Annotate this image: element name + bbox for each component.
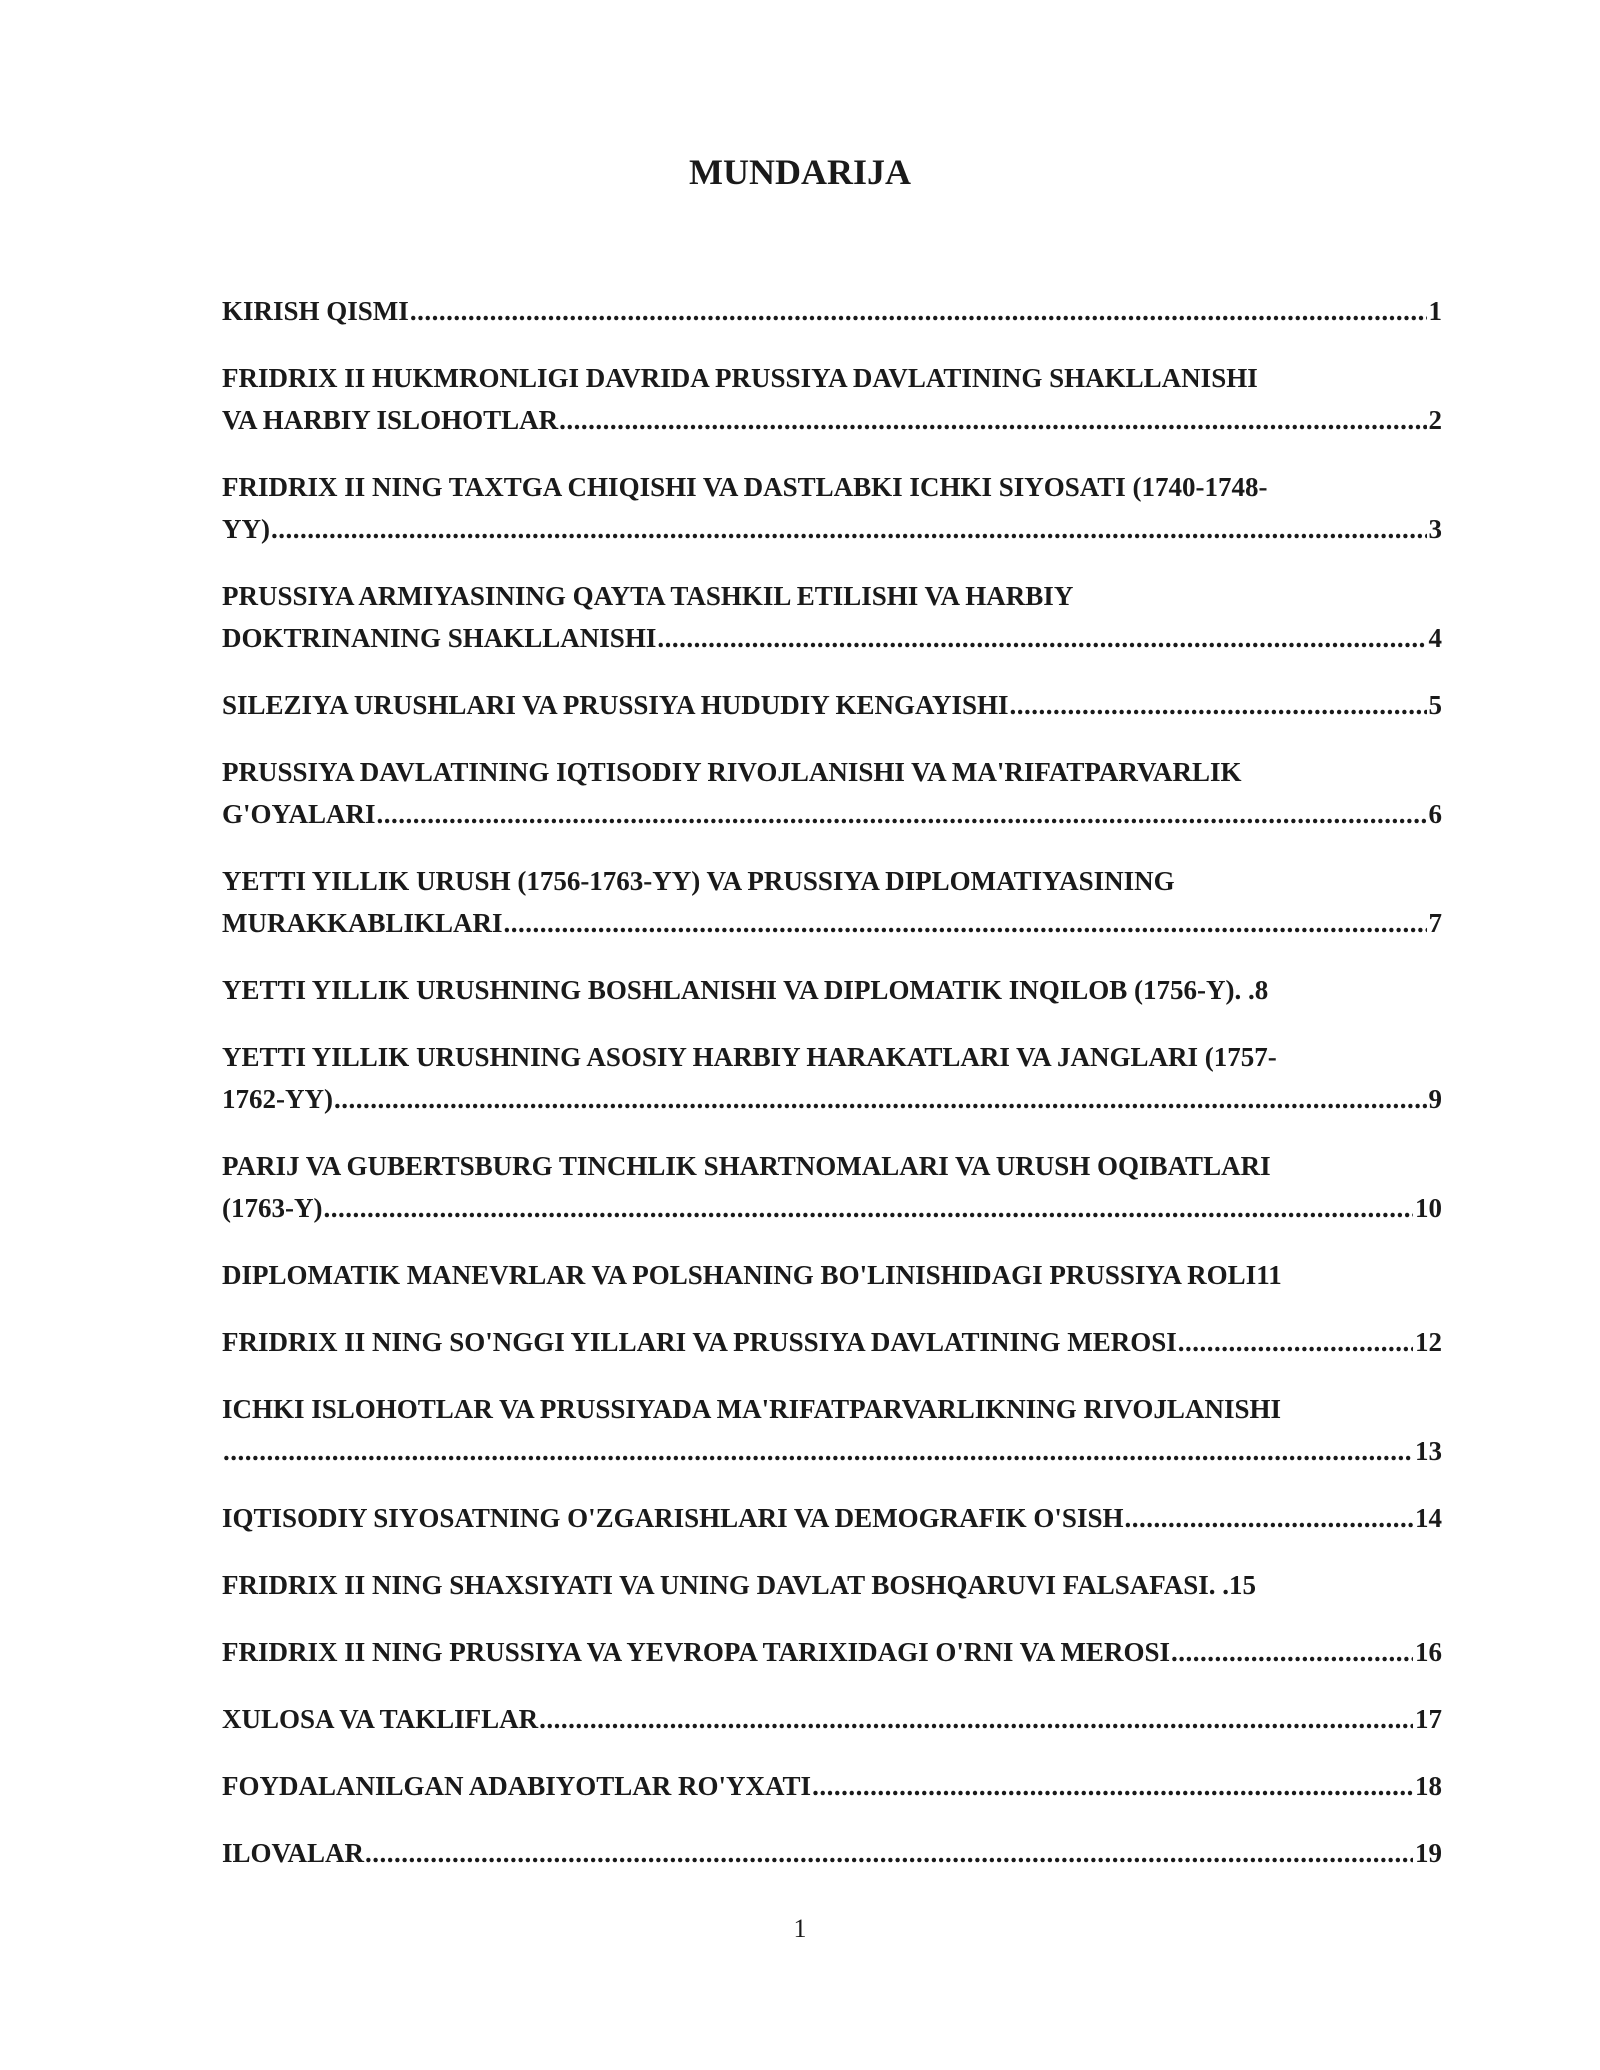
table-of-contents: [222, 290, 1472, 1899]
toc-entry[interactable]: [222, 684, 1442, 726]
toc-entry[interactable]: [222, 1631, 1442, 1673]
toc-entry-title: FRIDRIX II NING SO'NGGI YILLARI VA PRUSSIYA DAVLATINING MEROSI: [222, 1327, 1177, 1357]
toc-entry-title: ILOVALAR: [222, 1838, 365, 1868]
dot-leader: [504, 902, 1427, 944]
toc-entry[interactable]: [222, 969, 1442, 1011]
toc-page-number: 6: [1428, 799, 1442, 829]
toc-entry-title-line2: VA HARBIY ISLOHOTLAR: [222, 405, 559, 435]
toc-entry-title-line2: MURAKKABLIKLARI: [222, 908, 503, 938]
toc-page-number: 7: [1428, 908, 1442, 938]
toc-page-number: 8: [1254, 975, 1269, 1005]
toc-entry[interactable]: [222, 1321, 1442, 1363]
toc-entry-title-line2: DOKTRINANING SHAKLLANISHI: [222, 623, 657, 653]
dot-leader: [410, 290, 1427, 332]
toc-entry[interactable]: [222, 1388, 1442, 1472]
toc-entry-title: XULOSA VA TAKLIFLAR: [222, 1704, 539, 1734]
toc-entry[interactable]: [222, 1036, 1442, 1120]
dot-leader: [539, 1698, 1413, 1740]
page-number: 1: [793, 1914, 807, 1943]
dot-leader: [812, 1765, 1413, 1807]
dot-leader: [271, 508, 1427, 550]
toc-entry-title-line2: YY): [222, 514, 270, 544]
toc-entry[interactable]: [222, 751, 1442, 835]
dot-leader: [1010, 684, 1427, 726]
toc-page-number: 17: [1415, 1704, 1442, 1734]
toc-entry-title-line2: (1763-Y): [222, 1193, 323, 1223]
toc-entry-title: IQTISODIY SIYOSATNING O'ZGARISHLARI VA DEMOGRAFIK O'SISH: [222, 1503, 1124, 1533]
toc-entry[interactable]: [222, 1698, 1442, 1740]
toc-entry[interactable]: [222, 290, 1442, 332]
toc-entry-title-line1: FRIDRIX II HUKMRONLIGI DAVRIDA PRUSSIYA DAVLATINING SHAKLLANISHI: [222, 363, 1258, 393]
toc-page-number: 3: [1428, 514, 1442, 544]
toc-entry-title: FRIDRIX II NING PRUSSIYA VA YEVROPA TARIXIDAGI O'RNI VA MEROSI: [222, 1637, 1170, 1667]
toc-entry[interactable]: [222, 357, 1442, 441]
toc-page-number: 18: [1415, 1771, 1442, 1801]
dot-leader: [365, 1832, 1413, 1874]
toc-entry[interactable]: [222, 1832, 1442, 1874]
toc-entry[interactable]: [222, 1497, 1442, 1539]
toc-entry[interactable]: [222, 1765, 1442, 1807]
dot-leader: [223, 1430, 1413, 1472]
dot-leader: [377, 793, 1427, 835]
toc-page-number: 1: [1428, 296, 1442, 326]
toc-entry-title-line1: FRIDRIX II NING TAXTGA CHIQISHI VA DASTLABKI ICHKI SIYOSATI (1740-1748-: [222, 472, 1268, 502]
toc-entry-title: SILEZIYA URUSHLARI VA PRUSSIYA HUDUDIY KENGAYISHI: [222, 690, 1009, 720]
dot-leader: [559, 399, 1426, 441]
toc-page-number: 12: [1415, 1327, 1442, 1357]
toc-page-number: 16: [1415, 1637, 1442, 1667]
toc-entry-title-line1: ICHKI ISLOHOTLAR VA PRUSSIYADA MA'RIFATPARVARLIKNING RIVOJLANISHI: [222, 1394, 1281, 1424]
toc-entry[interactable]: [222, 575, 1442, 659]
toc-entry[interactable]: [222, 466, 1442, 550]
toc-entry[interactable]: [222, 1254, 1442, 1296]
dot-leader: [657, 617, 1426, 659]
toc-entry-title-line1: PRUSSIYA DAVLATINING IQTISODIY RIVOJLANISHI VA MA'RIFATPARVARLIK: [222, 757, 1242, 787]
toc-entry-title: FRIDRIX II NING SHAXSIYATI VA UNING DAVLAT BOSHQARUVI FALSAFASI. .: [222, 1570, 1229, 1600]
dot-leader: [323, 1187, 1413, 1229]
toc-entry-title: FOYDALANILGAN ADABIYOTLAR RO'YXATI: [222, 1771, 812, 1801]
toc-page-number: 11: [1256, 1260, 1282, 1290]
toc-entry-title-line1: PARIJ VA GUBERTSBURG TINCHLIK SHARTNOMALARI VA URUSH OQIBATLARI: [222, 1151, 1271, 1181]
toc-page-number: 9: [1428, 1084, 1442, 1114]
page-title: MUNDARIJA: [689, 152, 911, 192]
toc-entry-title-line2: 1762-YY): [222, 1084, 333, 1114]
toc-page-number: 13: [1415, 1436, 1442, 1466]
toc-entry[interactable]: [222, 1145, 1442, 1229]
dot-leader: [1171, 1631, 1413, 1673]
toc-page-number: 2: [1428, 405, 1442, 435]
toc-entry-title: KIRISH QISMI: [222, 296, 409, 326]
toc-entry[interactable]: [222, 1564, 1442, 1606]
toc-page-number: 15: [1228, 1570, 1256, 1600]
toc-page-number: 14: [1415, 1503, 1442, 1533]
toc-page-number: 5: [1428, 690, 1442, 720]
toc-entry-title-line2: G'OYALARI: [222, 799, 376, 829]
toc-entry-title: YETTI YILLIK URUSHNING BOSHLANISHI VA DIPLOMATIK INQILOB (1756-Y). .: [222, 975, 1255, 1005]
toc-page-number: 19: [1415, 1838, 1442, 1868]
toc-entry-title-line1: YETTI YILLIK URUSH (1756-1763-YY) VA PRUSSIYA DIPLOMATIYASINING: [222, 866, 1175, 896]
dot-leader: [1178, 1321, 1413, 1363]
toc-entry-title-line1: YETTI YILLIK URUSHNING ASOSIY HARBIY HARAKATLARI VA JANGLARI (1757-: [222, 1042, 1277, 1072]
toc-entry-title-line1: PRUSSIYA ARMIYASINING QAYTA TASHKIL ETILISHI VA HARBIY: [222, 581, 1074, 611]
dot-leader: [1124, 1497, 1413, 1539]
toc-entry[interactable]: [222, 860, 1442, 944]
dot-leader: [334, 1078, 1427, 1120]
toc-entry-title: DIPLOMATIK MANEVRLAR VA POLSHANING BO'LINISHIDAGI PRUSSIYA ROLI: [222, 1260, 1257, 1290]
toc-page-number: 10: [1415, 1193, 1442, 1223]
toc-page-number: 4: [1428, 623, 1442, 653]
